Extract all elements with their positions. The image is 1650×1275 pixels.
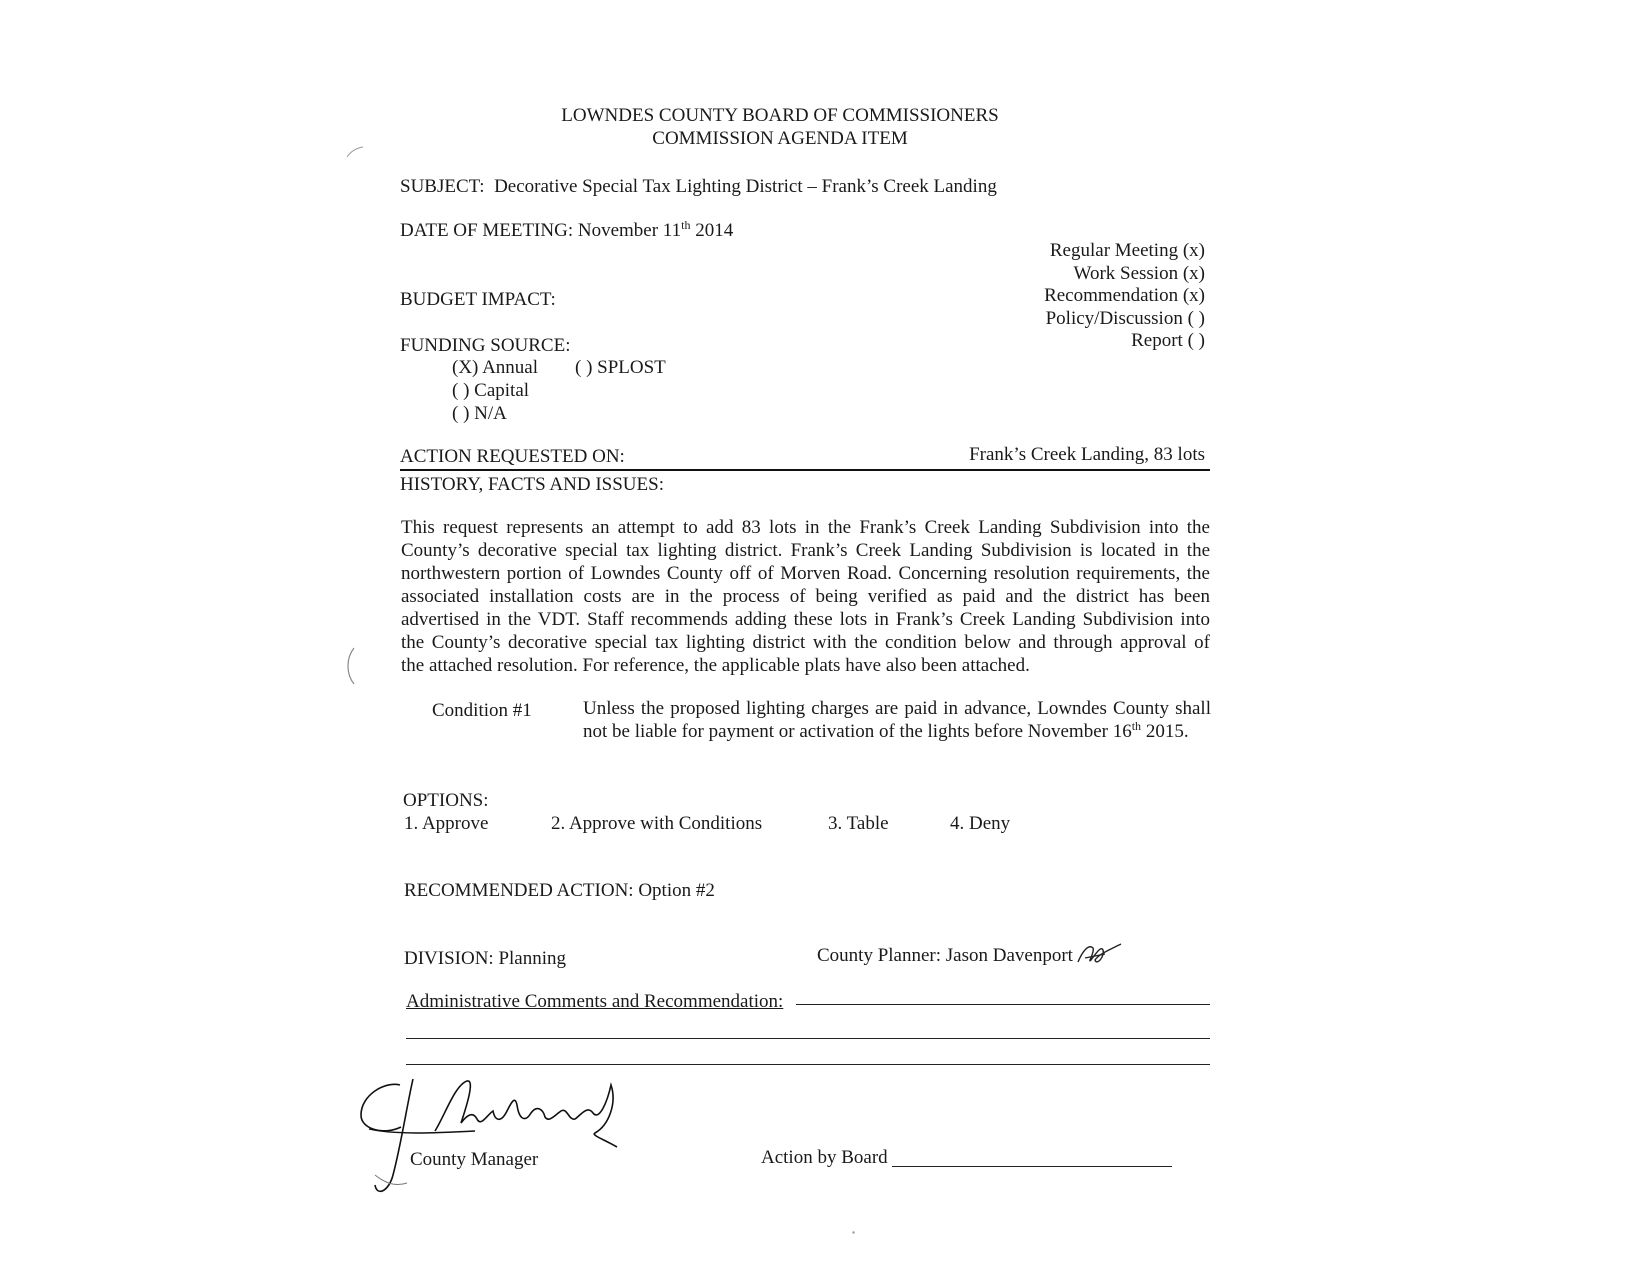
history-heading: HISTORY, FACTS AND ISSUES:	[400, 474, 664, 495]
budget-impact-label: BUDGET IMPACT:	[400, 289, 556, 310]
scan-dot	[852, 1231, 855, 1234]
history-line: the County’s decorative special tax lighting district with the condition below and through approval of	[401, 632, 1210, 653]
division: DIVISION: Planning	[404, 948, 567, 969]
condition-line: Unless the proposed lighting charges are paid in advance, Lowndes County shall	[583, 698, 1211, 719]
section-divider	[400, 469, 1210, 471]
subject-label: SUBJECT:	[400, 176, 485, 197]
history-line: This request represents an attempt to add 83 lots in the Frank’s Creek Landing Subdivision into the	[401, 517, 1210, 538]
subject-line	[400, 175, 997, 198]
option-approve: 1. Approve	[404, 813, 489, 834]
condition-label: Condition #1	[432, 700, 532, 721]
action-by-board-line	[892, 1166, 1172, 1167]
history-line: associated installation costs are in the process of being verified as paid and the district has been	[401, 586, 1210, 607]
condition-line: not be liable for payment or activation of the lights before November 16th 2015.	[583, 719, 1189, 742]
history-line: northwestern portion of Lowndes County off of Morven Road. Concerning resolution requirements, the	[401, 563, 1210, 584]
county-manager-label: County Manager	[410, 1149, 539, 1170]
funding-option-annual: (X) Annual	[452, 357, 539, 378]
options-heading: OPTIONS:	[403, 790, 489, 811]
meeting-type-work-session: Work Session (x)	[1073, 262, 1205, 284]
document-header	[500, 104, 1060, 150]
admin-comments-line	[406, 1038, 1210, 1039]
funding-option-capital: ( ) Capital	[452, 380, 530, 401]
margin-mark	[344, 646, 356, 686]
action-requested-label: ACTION REQUESTED ON:	[400, 446, 625, 467]
funding-option-na: ( ) N/A	[452, 403, 507, 424]
action-requested-value: Frank’s Creek Landing, 83 lots	[969, 444, 1205, 465]
history-line: the attached resolution. For reference, the applicable plats have also been attached.	[401, 655, 1030, 676]
subject-value: Decorative Special Tax Lighting District – Frank’s Creek Landing	[494, 176, 997, 197]
recommended-action: RECOMMENDED ACTION: Option #2	[404, 880, 715, 901]
county-planner: County Planner: Jason Davenport	[817, 945, 1073, 966]
meeting-date-value: November 11th 2014	[577, 218, 734, 241]
history-line: County’s decorative special tax lighting district. Frank’s Creek Landing Subdivision is located in the	[401, 540, 1210, 561]
admin-comments-line	[406, 1064, 1210, 1065]
option-deny: 4. Deny	[950, 813, 1011, 834]
county-manager-signature	[355, 1075, 645, 1205]
meeting-type-policy: Policy/Discussion ( )	[1045, 307, 1205, 329]
margin-mark	[345, 145, 365, 161]
history-paragraph	[401, 516, 1210, 677]
admin-comments-line	[796, 1004, 1210, 1005]
doc-type-title: COMMISSION AGENDA ITEM	[652, 128, 908, 149]
condition-text	[583, 697, 1211, 743]
meeting-date-line	[400, 219, 733, 242]
meeting-type-list	[980, 240, 1205, 353]
meeting-type-regular: Regular Meeting (x)	[1049, 240, 1205, 261]
admin-comments-label: Administrative Comments and Recommendation:	[406, 991, 784, 1012]
org-title: LOWNDES COUNTY BOARD OF COMMISSIONERS	[561, 105, 999, 126]
meeting-type-recommendation: Recommendation (x)	[1044, 285, 1205, 306]
funding-source-label: FUNDING SOURCE:	[400, 335, 571, 356]
funding-option-splost: ( ) SPLOST	[575, 357, 666, 378]
option-approve-with-conditions: 2. Approve with Conditions	[551, 813, 763, 834]
option-table: 3. Table	[828, 813, 889, 834]
planner-initials-signature	[1075, 938, 1125, 968]
history-line: advertised in the VDT. Staff recommends adding these lots in Frank’s Creek Landing Subdivision into	[401, 609, 1210, 630]
meeting-date-label: DATE OF MEETING:	[400, 220, 574, 241]
action-by-board-label: Action by Board	[761, 1147, 888, 1168]
meeting-type-report: Report ( )	[1131, 330, 1205, 351]
